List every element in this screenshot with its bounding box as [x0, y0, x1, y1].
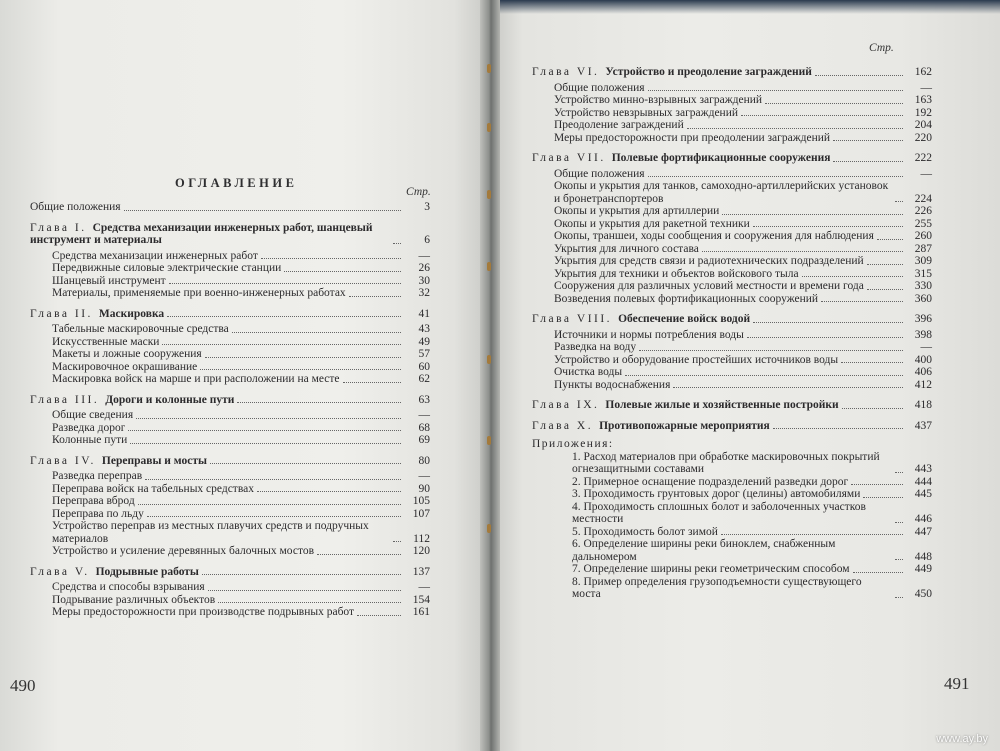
dot-leader — [648, 176, 903, 177]
entry-page-number: — — [418, 249, 430, 262]
toc-entry-row — [532, 329, 932, 342]
entry-title: Материалы, применяемые при военно-инженерных работах — [52, 287, 346, 299]
entry-title: Табельные маскировочные средства — [52, 323, 229, 335]
dot-leader — [815, 75, 903, 76]
entry-title: Маскировка войск на марше и при расположении на месте — [52, 373, 340, 385]
dot-leader — [128, 430, 401, 431]
toc-entry-row — [30, 275, 430, 288]
toc-chapter-row — [532, 399, 932, 412]
entry-page-number: 315 — [914, 267, 932, 280]
entry-page-number: 447 — [914, 525, 932, 538]
entry-page-number: 412 — [914, 378, 932, 391]
entry-title: Разведка дорог — [52, 421, 126, 434]
dot-leader — [205, 357, 401, 358]
entry-title: Пункты водоснабжения — [554, 378, 671, 391]
entry-page-number: 68 — [418, 421, 430, 434]
toc-appendix-row — [532, 538, 932, 563]
dot-leader — [851, 484, 903, 485]
toc-entry-row — [532, 354, 932, 367]
toc-entry-row — [30, 262, 430, 275]
chapter-label: Глава IV. — [30, 454, 96, 467]
toc-entry-row — [30, 508, 430, 521]
toc-entry-row — [532, 180, 932, 205]
chapter-label: Глава VIII. — [532, 313, 613, 325]
dot-leader — [349, 296, 401, 297]
toc-entry-row — [532, 341, 932, 354]
dot-leader — [741, 115, 903, 116]
toc-appendix-row — [532, 476, 932, 489]
dot-leader — [895, 559, 903, 560]
toc-entry-row — [532, 268, 932, 281]
entry-page-number: 360 — [914, 292, 932, 305]
entry-page-number: 406 — [914, 366, 932, 378]
entry-page-number: 69 — [418, 434, 430, 446]
entry-page-number: — — [920, 341, 932, 353]
toc-entry-row — [30, 348, 430, 361]
entry-page-number: 437 — [914, 419, 932, 432]
entry-page-number: 163 — [914, 94, 932, 106]
entry-page-number: 137 — [412, 565, 430, 578]
dot-leader — [753, 226, 903, 227]
toc-entry-row — [532, 82, 932, 95]
binding-stitch — [487, 262, 491, 271]
entry-page-number: 220 — [914, 131, 932, 144]
toc-entry-row — [30, 520, 430, 545]
chapter-label: Глава I. — [30, 221, 87, 234]
toc-entry-row — [532, 205, 932, 218]
toc-chapter-row — [30, 222, 430, 247]
entry-title: Средства механизации инженерных работ — [52, 249, 258, 262]
entry-title: Меры предосторожности при преодолении заграждений — [554, 131, 831, 144]
dot-leader — [393, 243, 401, 244]
entry-title: Подрывание различных объектов — [52, 593, 216, 606]
entry-page-number: 6 — [424, 234, 430, 246]
toc-entry-row — [532, 366, 932, 379]
toc-chapter-row — [532, 420, 932, 433]
toc-entry-row — [30, 606, 430, 619]
entry-page-number: 398 — [914, 328, 932, 341]
entry-page-number: 418 — [914, 399, 932, 411]
entry-page-number: 43 — [418, 323, 430, 335]
dot-leader — [773, 428, 903, 429]
entry-page-number: 32 — [418, 287, 430, 299]
toc-entry-row — [532, 119, 932, 132]
dot-leader — [257, 491, 401, 492]
dot-leader — [169, 283, 401, 284]
entry-page-number: 226 — [914, 205, 932, 217]
entry-title: Разведка переправ — [52, 470, 143, 482]
entry-title: Окопы и укрытия для танков, самоходно-артиллерийских установок и бронетранспортеров — [554, 180, 889, 205]
toc-list-right — [532, 58, 932, 601]
entry-page-number: 445 — [914, 488, 932, 500]
entry-page-number: 224 — [914, 192, 932, 205]
dot-leader — [895, 201, 903, 202]
entry-page-number: 154 — [412, 593, 430, 606]
dot-leader — [208, 590, 401, 591]
toc-entry-row — [532, 379, 932, 392]
toc-entry-row — [532, 218, 932, 231]
toc-entry-row — [30, 287, 430, 300]
toc-list-left — [30, 201, 430, 619]
toc-entry-row — [30, 434, 430, 447]
binding-stitch — [487, 64, 491, 73]
toc-chapter-row — [30, 455, 430, 468]
entry-title: Общие сведения — [52, 409, 134, 421]
toc-entry-row — [30, 323, 430, 336]
entry-page-number: 448 — [914, 550, 932, 563]
entry-page-number: 260 — [914, 230, 932, 242]
binding-stitch — [487, 123, 491, 132]
entry-page-number: 49 — [418, 335, 430, 348]
entry-page-number: — — [920, 81, 932, 94]
entry-page-number: 255 — [914, 217, 932, 230]
entry-page-number: 309 — [914, 255, 932, 267]
toc-chapter-row — [532, 152, 932, 165]
dot-leader — [138, 504, 401, 505]
dot-leader — [167, 316, 401, 317]
toc-entry-row — [30, 422, 430, 435]
chapter-title: Устройство и преодоление заграждений — [605, 66, 812, 78]
dot-leader — [895, 522, 903, 523]
entry-title: Колонные пути — [52, 434, 128, 446]
entry-page-number: 400 — [914, 353, 932, 366]
cover-edge — [492, 0, 1000, 14]
dot-leader — [821, 301, 903, 302]
dot-leader — [317, 554, 401, 555]
entry-title: Окопы и укрытия для ракетной техники — [554, 217, 750, 230]
entry-title: 7. Определение ширины реки геометрическим способом — [572, 563, 850, 575]
dot-leader — [639, 350, 903, 351]
dot-leader — [867, 289, 903, 290]
dot-leader — [237, 402, 401, 403]
dot-leader — [721, 534, 903, 535]
toc-entry-row — [30, 250, 430, 263]
toc-entry-row — [30, 545, 430, 558]
entry-title: Укрытия для личного состава — [554, 242, 699, 255]
entry-title: Преодоление заграждений — [554, 119, 684, 131]
right-page — [492, 0, 1000, 751]
entry-page-number: — — [418, 409, 430, 421]
entry-page-number: 107 — [412, 507, 430, 520]
entry-title: Устройство и усиление деревянных балочных мостов — [52, 545, 315, 557]
toc-entry-row — [30, 373, 430, 386]
toc-chapter-row — [30, 566, 430, 579]
toc-entry-row — [532, 94, 932, 107]
entry-page-number: 444 — [914, 475, 932, 488]
entry-title: Искусственные маски — [52, 335, 160, 348]
dot-leader — [625, 375, 903, 376]
entry-title: Окопы, траншеи, ходы сообщения и сооружения для наблюдения — [554, 230, 874, 242]
binding-stitch — [487, 524, 491, 533]
entry-page-number: 450 — [914, 588, 932, 600]
chapter-label: Глава VII. — [532, 152, 606, 164]
toc-chapter-row — [532, 66, 932, 79]
dot-leader — [130, 443, 401, 444]
entry-page-number: — — [920, 167, 932, 180]
chapter-title: Переправы и мосты — [101, 454, 207, 467]
dot-leader — [673, 387, 903, 388]
dot-leader — [284, 271, 401, 272]
dot-leader — [702, 251, 903, 252]
binding-stitch — [487, 436, 491, 445]
dot-leader — [232, 332, 401, 333]
entry-page-number: 204 — [914, 119, 932, 131]
entry-title: Переправа войск на табельных средствах — [52, 482, 254, 495]
toc-chapter-row — [30, 308, 430, 321]
chapter-label: Глава V. — [30, 565, 90, 578]
chapter-title: Обеспечение войск водой — [618, 313, 751, 325]
entry-page-number: 41 — [418, 307, 430, 320]
entry-title: Маскировочное окрашивание — [52, 360, 198, 373]
dot-leader — [261, 258, 401, 259]
entry-page-number: 330 — [914, 280, 932, 292]
dot-leader — [200, 369, 401, 370]
toc-entry-row — [532, 230, 932, 243]
dot-leader — [357, 615, 401, 616]
entry-title: Передвижные силовые электрические станции — [52, 262, 282, 274]
entry-title: Укрытия для средств связи и радиотехнических подразделений — [554, 255, 864, 267]
toc-entry-row — [30, 594, 430, 607]
toc-entry-row — [532, 168, 932, 181]
toc-entry-row — [30, 361, 430, 374]
dot-leader — [147, 516, 401, 517]
entry-page-number: — — [418, 581, 430, 593]
entry-title: 8. Пример определения грузоподъемности существующего моста — [572, 575, 862, 600]
entry-page-number: 120 — [412, 545, 430, 557]
left-page — [0, 0, 488, 751]
entry-title: Сооружения для различных условий местности и времени года — [554, 280, 864, 292]
entry-title: Средства и способы взрывания — [52, 581, 205, 593]
page-number-right: 491 — [944, 674, 970, 693]
entry-page-number: 396 — [914, 313, 932, 325]
chapter-title: Средства механизации инженерных работ, шанцевый инструмент и материалы — [30, 221, 373, 246]
dot-leader — [145, 479, 401, 480]
toc-chapter-row — [532, 313, 932, 326]
entry-title: Меры предосторожности при производстве подрывных работ — [52, 606, 355, 618]
entry-page-number: 161 — [412, 606, 430, 618]
entry-page-number: 60 — [418, 360, 430, 373]
dot-leader — [753, 322, 903, 323]
binding-stitch — [487, 355, 491, 364]
entry-title: Устройство минно-взрывных заграждений — [554, 94, 763, 106]
toc-heading: ОГЛАВЛЕНИЕ — [175, 176, 298, 190]
page-column-label: Стр. — [869, 42, 894, 54]
entry-title: Укрытия для техники и объектов войскового тыла — [554, 267, 799, 280]
chapter-label: Глава VI. — [532, 66, 600, 78]
toc-entry-row — [30, 470, 430, 483]
dot-leader — [648, 90, 903, 91]
chapter-label: Глава III. — [30, 393, 100, 406]
binding-stitch — [487, 190, 491, 199]
chapter-title: Дороги и колонные пути — [105, 393, 235, 406]
entry-page-number: 3 — [424, 201, 430, 213]
entry-title: Макеты и ложные сооружения — [52, 348, 202, 360]
entry-title: Окопы и укрытия для артиллерии — [554, 205, 720, 217]
entry-title: Общие положения — [554, 167, 645, 180]
entry-page-number: 62 — [418, 373, 430, 385]
entry-title: Источники и нормы потребления воды — [554, 328, 744, 341]
toc-appendix-row — [532, 563, 932, 576]
entry-title: Устройство и оборудование простейших источников воды — [554, 353, 839, 366]
entry-title: Переправа по льду — [52, 507, 144, 520]
toc-entry-row — [532, 243, 932, 256]
toc-entry-row — [30, 201, 430, 214]
entry-page-number: 30 — [418, 274, 430, 287]
dot-leader — [393, 541, 401, 542]
entry-title: 4. Проходимость сплошных болот и заболоченных участков местности — [572, 500, 866, 525]
dot-leader — [136, 418, 401, 419]
section-label: Приложения: — [532, 438, 614, 450]
toc-entry-row — [532, 255, 932, 268]
entry-title: 2. Примерное оснащение подразделений разведки дорог — [572, 475, 849, 488]
dot-leader — [747, 337, 903, 338]
dot-leader — [842, 408, 903, 409]
entry-page-number: 449 — [914, 563, 932, 575]
toc-chapter-row — [30, 394, 430, 407]
entry-page-number: 63 — [418, 393, 430, 406]
toc-entry-row — [532, 280, 932, 293]
dot-leader — [841, 362, 903, 363]
chapter-title: Полевые фортификационные сооружения — [611, 152, 831, 164]
chapter-title: Маскировка — [98, 307, 165, 320]
toc-entry-row — [532, 293, 932, 306]
entry-page-number: — — [418, 470, 430, 482]
entry-title: Переправа вброд — [52, 495, 135, 507]
entry-page-number: 222 — [914, 152, 932, 164]
dot-leader — [833, 161, 903, 162]
entry-title: 1. Расход материалов при обработке маскировочных покрытий огнезащитными составами — [572, 450, 880, 475]
chapter-title: Противопожарные мероприятия — [599, 419, 770, 432]
toc-appendix-row — [532, 576, 932, 601]
dot-leader — [853, 572, 903, 573]
entry-title: Возведения полевых фортификационных сооружений — [554, 292, 819, 305]
entry-page-number: 90 — [418, 482, 430, 495]
toc-entry-row — [30, 336, 430, 349]
toc-entry-row — [532, 132, 932, 145]
entry-title: 5. Проходимость болот зимой — [572, 525, 718, 538]
dot-leader — [863, 497, 903, 498]
entry-page-number: 57 — [418, 348, 430, 360]
entry-page-number: 446 — [914, 513, 932, 525]
entry-page-number: 26 — [418, 262, 430, 274]
entry-page-number: 80 — [418, 454, 430, 467]
entry-title: Общие положения — [554, 81, 645, 94]
toc-entry-row — [30, 409, 430, 422]
dot-leader — [124, 210, 401, 211]
dot-leader — [343, 382, 402, 383]
toc-section-label — [532, 438, 932, 451]
entry-title: Устройство невзрывных заграждений — [554, 106, 739, 119]
entry-title: Устройство переправ из местных плавучих средств и подручных материалов — [52, 520, 369, 545]
dot-leader — [867, 264, 903, 265]
toc-appendix-row — [532, 526, 932, 539]
chapter-label: Глава IX. — [532, 399, 600, 411]
dot-leader — [218, 602, 401, 603]
entry-title: Очистка воды — [554, 366, 623, 378]
dot-leader — [722, 214, 903, 215]
entry-page-number: 192 — [914, 106, 932, 119]
entry-title: 3. Проходимость грунтовых дорог (целины) автомобилями — [572, 488, 861, 500]
entry-title: Общие положения — [30, 201, 121, 213]
entry-page-number: 105 — [412, 495, 430, 507]
toc-entry-row — [30, 483, 430, 496]
toc-appendix-row — [532, 451, 932, 476]
page-column-label: Стр. — [406, 186, 431, 198]
toc-appendix-row — [532, 488, 932, 501]
dot-leader — [895, 472, 903, 473]
toc-entry-row — [30, 495, 430, 508]
toc-appendix-row — [532, 501, 932, 526]
dot-leader — [162, 344, 401, 345]
entry-page-number: 112 — [413, 532, 430, 545]
entry-title: Шанцевый инструмент — [52, 274, 166, 287]
dot-leader — [833, 140, 903, 141]
chapter-title: Полевые жилые и хозяйственные постройки — [605, 399, 839, 411]
dot-leader — [895, 597, 903, 598]
toc-entry-row — [30, 581, 430, 594]
toc-entry-row — [532, 107, 932, 120]
entry-page-number: 162 — [914, 66, 932, 78]
dot-leader — [687, 128, 903, 129]
dot-leader — [202, 574, 401, 575]
entry-page-number: 443 — [914, 463, 932, 475]
watermark: www.ay.by — [936, 733, 988, 745]
chapter-label: Глава II. — [30, 307, 93, 320]
page-number-left: 490 — [10, 676, 36, 695]
entry-title: Разведка на воду — [554, 341, 637, 353]
dot-leader — [765, 103, 903, 104]
dot-leader — [210, 463, 401, 464]
dot-leader — [802, 276, 903, 277]
dot-leader — [877, 239, 903, 240]
chapter-title: Подрывные работы — [95, 565, 199, 578]
entry-title: 6. Определение ширины реки биноклем, снабженным дальномером — [572, 538, 836, 563]
entry-page-number: 287 — [914, 242, 932, 255]
chapter-label: Глава X. — [532, 419, 594, 432]
book-gutter — [480, 0, 500, 751]
